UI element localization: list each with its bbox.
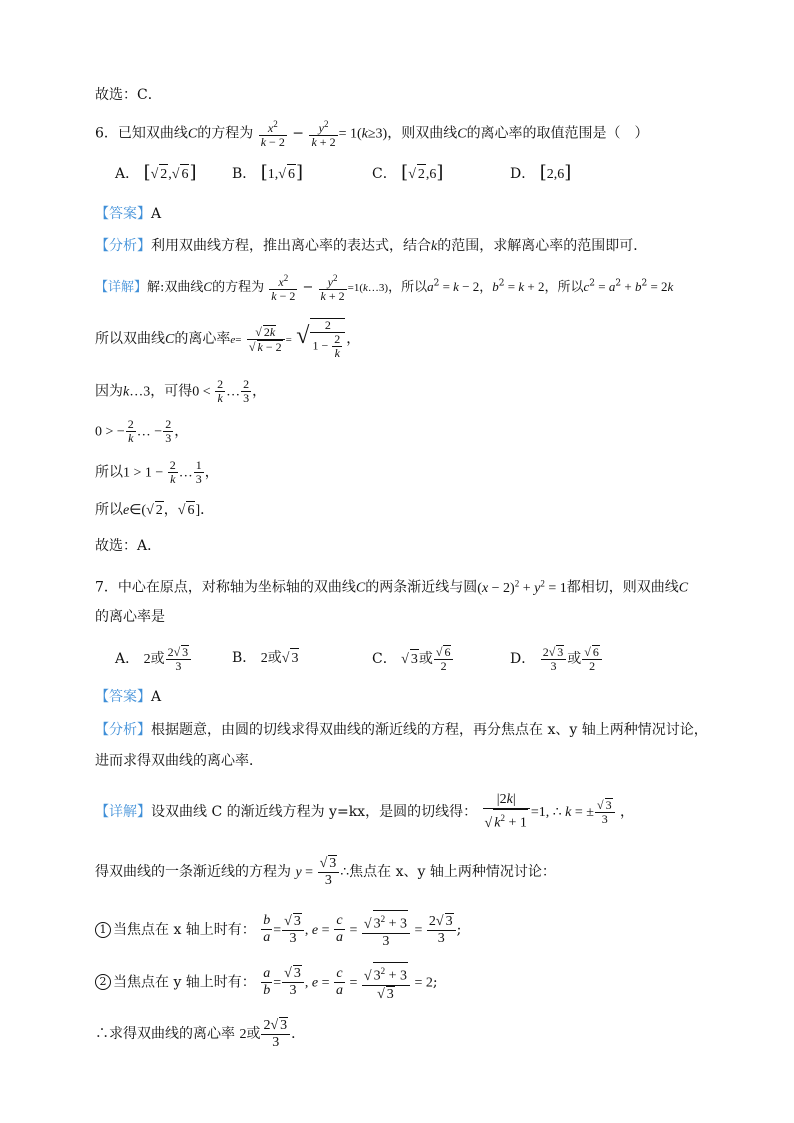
- option-6b: B． [1,√ 6]: [232, 163, 303, 185]
- option-7d: D． $\frac{2√ 3}{3}$ 或 √ $\frac{6}{2}$: [510, 645, 603, 673]
- case-2: 2 当焦点在 y 轴上时有： $\frac{a}{b}$ = √ $\frac{3}{3}$ , e = $\frac{c}{a}$ = √ $3^2 + 3$ √ 3 = 2;: [95, 962, 438, 1003]
- question-7: 7．中心在原点，对称轴为坐标轴的双曲线C的两条渐近线与圆$(x - 2)^2 + y^2 = 1$都相切，则双曲线C: [95, 578, 689, 596]
- case-1: 1 当焦点在 x 轴上时有： $\frac{b}{a}$ = √ $\frac{3}{3}$ , e = $\frac{c}{a}$ = √ $\frac{3^2 + 3}{3}$ = $\frac{2√ 3}{3}$ ;: [95, 910, 461, 950]
- answer-6: 【答案】A: [95, 206, 162, 222]
- so-line-2: 所以e∈(√ 2，√ 6]．: [95, 501, 214, 520]
- option-7b: B． 2或√ 3: [232, 648, 299, 669]
- option-7c: C． √ 3或 √ $\frac{6}{2}$: [372, 645, 454, 673]
- final-line: ∴求得双曲线的离心率 2或 $\frac{2√ 3}{3}$ ．: [95, 1017, 305, 1051]
- question-7-cont: 的离心率是: [95, 609, 165, 625]
- detail-7: 【详解】设双曲线 C 的渐近线方程为 y=kx，是圆的切线得： |2k| √ $k^2 + 1$ =1, ∴ k = ± √ $\frac{3}{3}$ ，: [95, 792, 634, 832]
- answer-line: 故选：C．: [95, 87, 162, 103]
- eccentricity-line: 所以双曲线C的离心率e= √ 2k √ k − 2 = √ 2 1 − $\frac{2}{k}$ ，: [95, 318, 360, 360]
- analysis-7-cont: 进而求得双曲线的离心率．: [95, 753, 263, 769]
- select-line: 故选：A．: [95, 538, 162, 554]
- analysis-7: 【分析】根据题意，由圆的切线求得双曲线的渐近线的方程，再分焦点在 x、y 轴上两种情况讨论，: [95, 722, 708, 738]
- option-6a: A． [√ 2,√ 6]: [115, 163, 197, 185]
- option-7a: A． 2或 $\frac{2√ 3}{3}$: [115, 645, 192, 673]
- option-6c: C． [√ 2,6]: [372, 163, 443, 185]
- because-line: 因为k…3，可得0 < $\frac{2}{k}$ … $\frac{2}{3}$ ，: [95, 377, 267, 405]
- question-6: 6．已知双曲线C的方程为 $\frac{x^2}{k - 2}$ − $\frac{y^2}{k + 2}$ = 1(k≥3)，则双曲线C的离心率的取值范围是（ ）: [95, 119, 649, 149]
- detail-6: 【详解】解:双曲线C的方程为 $\frac{x^2}{k - 2}$ − $\frac{y^2}{k + 2}$ =1(k…3)，所以$a^2 = k - 2$，$b^2 = k + 2$，所以$c^2 = a^2 + b^2 = 2k$: [95, 273, 674, 303]
- option-6d: D． [2,6]: [510, 162, 572, 183]
- analysis-6: 【分析】利用双曲线方程，推出离心率的表达式，结合k的范围，求解离心率的范围即可．: [95, 238, 648, 254]
- so-line-1: 所以1 > 1 − $\frac{2}{k}$ … $\frac{1}{3}$ ，: [95, 458, 219, 486]
- asymptote-line: 得双曲线的一条渐近线的方程为 y = √ $\frac{3}{3}$ ∴焦点在 x、y 轴上两种情况讨论：: [95, 855, 556, 889]
- answer-7: 【答案】A: [95, 689, 162, 705]
- inequality-line: 0 > − $\frac{2}{k}$ … − $\frac{2}{3}$ ，: [95, 417, 189, 445]
